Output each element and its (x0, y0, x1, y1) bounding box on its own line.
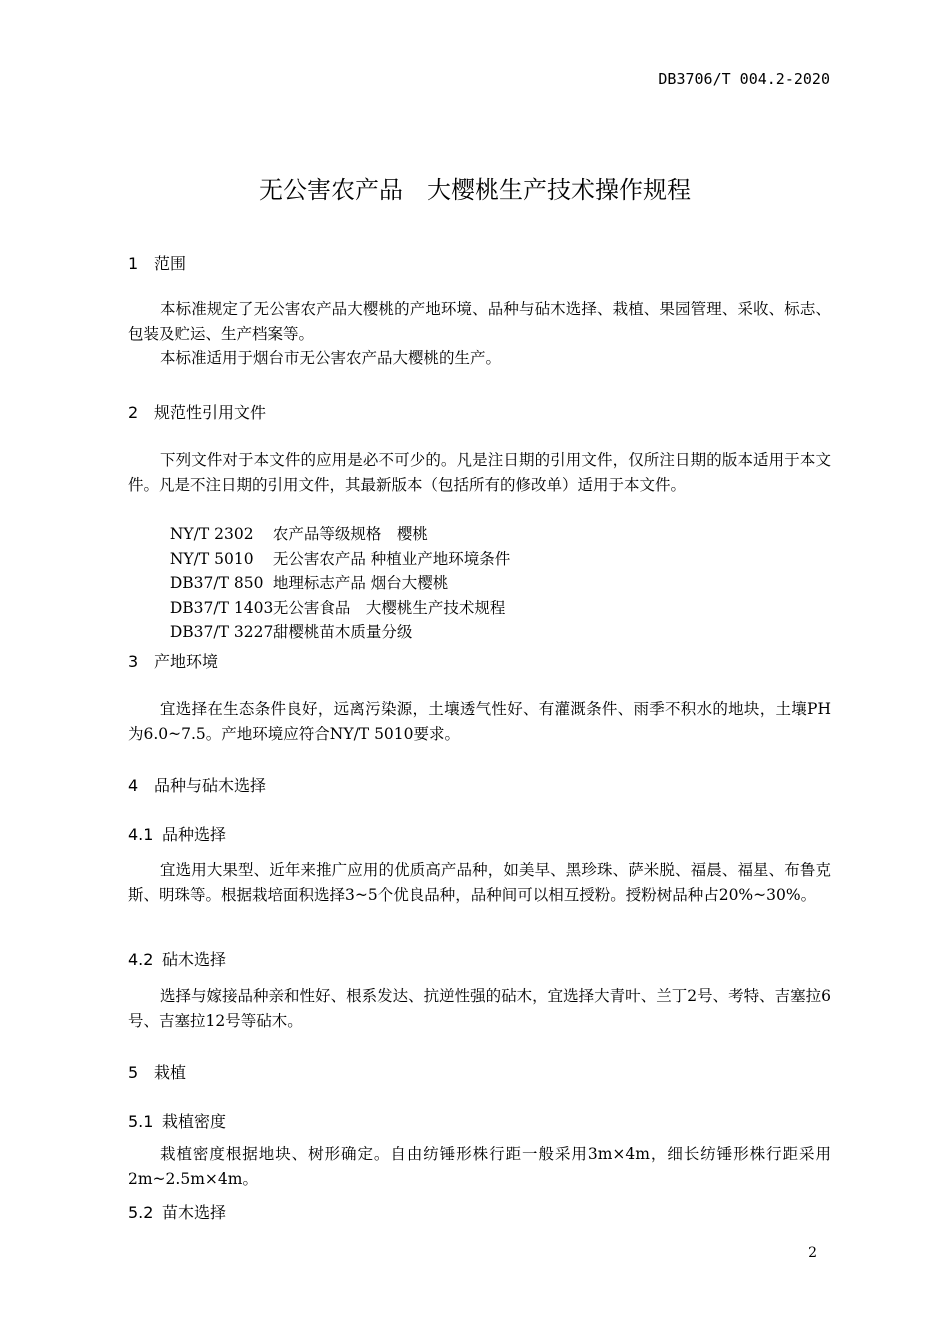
page-number: 2 (808, 1245, 817, 1261)
reference-code: NY/T 5010 (169, 549, 254, 568)
section-1-paragraph-1: 本标准规定了无公害农产品大樱桃的产地环境、品种与砧木选择、栽植、果园管理、采收、标志、包装及贮运、生产档案等。 (128, 300, 831, 343)
reference-title: 地理标志产品 烟台大樱桃 (272, 573, 449, 592)
section-title: 苗木选择 (162, 1203, 227, 1222)
section-4-1-heading (128, 822, 226, 845)
reference-title: 农产品等级规格 樱桃 (272, 524, 428, 543)
section-5-heading (128, 1060, 186, 1083)
section-title: 品种与砧木选择 (154, 776, 267, 795)
section-4-2-paragraph: 选择与嫁接品种亲和性好、根系发达、抗逆性强的砧木，宜选择大青叶、兰丁2号、考特、吉塞拉6号、吉塞拉12号等砧木。 (128, 987, 831, 1030)
section-title: 规范性引用文件 (154, 403, 267, 422)
section-3-paragraph: 宜选择在生态条件良好，远离污染源，土壤透气性好、有灌溉条件、雨季不积水的地块，土壤PH为6.0~7.5。产地环境应符合NY/T 5010要求。 (128, 700, 831, 743)
reference-code: DB37/T 3227 (169, 622, 274, 641)
reference-code: DB37/T 850 (169, 573, 264, 592)
section-5-1-paragraph: 栽植密度根据地块、树形确定。自由纺锤形株行距一般采用3m×4m，细长纺锤形株行距采用2m~2.5m×4m。 (128, 1145, 831, 1188)
section-number: 5.2 (128, 1203, 154, 1222)
section-4-1-paragraph: 宜选用大果型、近年来推广应用的优质高产品种，如美早、黑珍珠、萨米脱、福晨、福星、布鲁克斯、明珠等。根据栽培面积选择3~5个优良品种，品种间可以相互授粉。授粉树品种占20%~30%。 (128, 861, 831, 904)
section-number: 1 (128, 254, 139, 273)
section-4-heading (128, 773, 266, 796)
document-title: 无公害农产品 大樱桃生产技术操作规程 (259, 176, 691, 204)
section-title: 砧木选择 (162, 950, 227, 969)
section-4-2-heading (128, 947, 226, 970)
section-number: 4.1 (128, 825, 154, 844)
reference-item (160, 595, 412, 644)
section-number: 3 (128, 652, 139, 671)
section-2-intro: 下列文件对于本文件的应用是必不可少的。凡是注日期的引用文件，仅所注日期的版本适用于本文件。凡是不注日期的引用文件，其最新版本（包括所有的修改单）适用于本文件。 (128, 451, 831, 494)
section-3-heading (128, 649, 218, 672)
standard-code: DB3706/T 004.2-2020 (658, 70, 830, 88)
reference-code: DB37/T 1403 (169, 598, 274, 617)
section-number: 5 (128, 1063, 139, 1082)
section-title: 范围 (154, 254, 187, 273)
section-1-heading (128, 251, 186, 274)
section-5-1-heading (128, 1109, 226, 1132)
section-1-paragraph-2: 本标准适用于烟台市无公害农产品大樱桃的生产。 (160, 349, 502, 367)
reference-code: NY/T 2302 (169, 524, 254, 543)
section-number: 5.1 (128, 1112, 154, 1131)
section-title: 产地环境 (154, 652, 219, 671)
section-number: 4 (128, 776, 139, 795)
section-2-heading (128, 400, 266, 423)
reference-title: 无公害食品 大樱桃生产技术规程 (272, 598, 506, 617)
section-title: 品种选择 (162, 825, 227, 844)
section-5-2-heading (128, 1200, 226, 1223)
reference-title: 无公害农产品 种植业产地环境条件 (272, 549, 511, 568)
reference-title: 甜樱桃苗木质量分级 (272, 622, 413, 641)
section-title: 栽植 (154, 1063, 187, 1082)
section-number: 4.2 (128, 950, 154, 969)
section-number: 2 (128, 403, 139, 422)
section-title: 栽植密度 (162, 1112, 227, 1131)
